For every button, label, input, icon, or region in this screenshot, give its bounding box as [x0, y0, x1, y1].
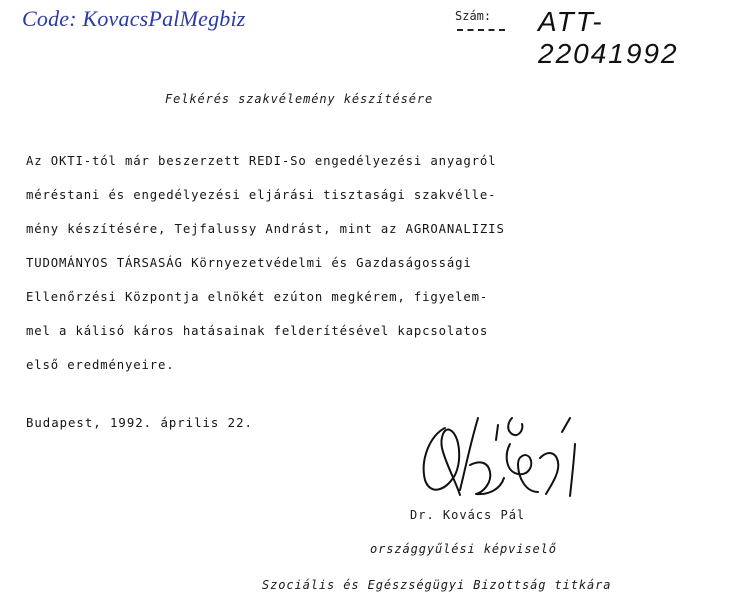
- reference-underline: [457, 29, 505, 31]
- document-body: [26, 154, 646, 392]
- document-subject: Felkérés szakvélemény készítésére: [165, 92, 434, 106]
- body-line: Az OKTI-tól már beszerzett REDI-So engedélyezési anyagról: [26, 154, 497, 168]
- handwritten-signature: [400, 400, 610, 520]
- signer-role: országgyűlési képviselő: [370, 542, 557, 556]
- signer-name: Dr. Kovács Pál: [410, 508, 526, 522]
- body-line: mel a kálisó káros hatásainak felderítésével kapcsolatos: [26, 324, 489, 338]
- body-line: méréstani és engedélyezési eljárási tisztasági szakvélle-: [26, 188, 497, 202]
- document-date: Budapest, 1992. április 22.: [26, 416, 253, 430]
- code-label: Code: KovacsPalMegbiz: [22, 6, 246, 31]
- signer-committee: Szociális és Egészségügyi Bizottság titkára: [262, 578, 612, 592]
- body-line: TUDOMÁNYOS TÁRSASÁG Környezetvédelmi és Gazdaságossági: [26, 256, 472, 270]
- body-line: első eredményeire.: [26, 358, 175, 372]
- body-line: Ellenőrzési Központja elnökét ezúton megkérem, figyelem-: [26, 290, 489, 304]
- body-line: mény készítésére, Tejfalussy Andrást, mint az AGROANALIZIS: [26, 222, 505, 236]
- reference-number: ATT-22041992: [538, 6, 679, 69]
- reference-label: Szám:: [455, 9, 492, 23]
